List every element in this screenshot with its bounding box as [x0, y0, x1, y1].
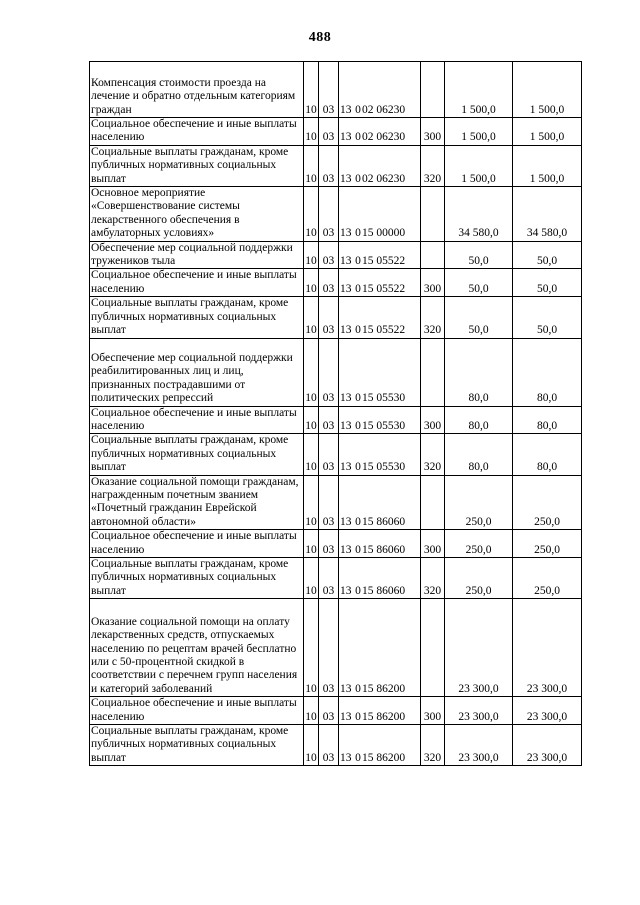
target-direction-code: 02 06230 — [362, 172, 406, 185]
expense-type-code-cell: 300 — [421, 530, 445, 558]
target-direction-code: 15 05530 — [362, 419, 406, 432]
target-subprogram-code: 0 — [355, 227, 361, 240]
expense-type-code-cell: 300 — [421, 118, 445, 146]
expense-type-code-cell: 300 — [421, 697, 445, 725]
amount-year-2-cell: 34 580,0 — [513, 187, 582, 242]
expense-type-code-cell — [421, 475, 445, 530]
expense-type-code-cell — [421, 62, 445, 118]
expense-type-code-cell — [421, 338, 445, 406]
target-direction-code: 15 05522 — [362, 324, 406, 337]
amount-year-1-cell: 23 300,0 — [445, 599, 513, 697]
subsection-code-cell: 03 — [319, 62, 339, 118]
amount-year-2-cell: 1 500,0 — [513, 118, 582, 146]
expense-type-code-cell: 300 — [421, 269, 445, 297]
target-direction-code: 15 05530 — [362, 392, 406, 405]
amount-year-2-cell: 50,0 — [513, 269, 582, 297]
amount-year-2-cell: 50,0 — [513, 241, 582, 269]
table-row — [90, 475, 582, 530]
amount-year-1-cell: 50,0 — [445, 297, 513, 338]
target-program-code: 13 — [340, 584, 352, 597]
target-subprogram-code: 0 — [355, 461, 361, 474]
target-program-code: 13 — [340, 710, 352, 723]
section-code-cell: 10 — [304, 269, 319, 297]
section-code-cell: 10 — [304, 599, 319, 697]
target-direction-code: 15 05530 — [362, 461, 406, 474]
table-row — [90, 599, 582, 697]
section-code-cell: 10 — [304, 338, 319, 406]
expense-name-cell: Социальное обеспечение и иные выплаты населению — [90, 269, 304, 297]
target-article-cell — [339, 434, 421, 475]
subsection-code-cell: 03 — [319, 338, 339, 406]
target-program-code: 13 — [340, 227, 352, 240]
page-number: 488 — [308, 30, 332, 45]
target-program-code: 13 — [340, 751, 352, 764]
target-article-cell — [339, 338, 421, 406]
amount-year-1-cell: 1 500,0 — [445, 62, 513, 118]
amount-year-2-cell: 50,0 — [513, 297, 582, 338]
target-subprogram-code: 0 — [355, 324, 361, 337]
expense-name-cell: Социальные выплаты гражданам, кроме публичных нормативных социальных выплат — [90, 297, 304, 338]
subsection-code-cell: 03 — [319, 118, 339, 146]
target-article-cell — [339, 599, 421, 697]
target-article-cell — [339, 475, 421, 530]
amount-year-1-cell: 80,0 — [445, 434, 513, 475]
amount-year-2-cell: 1 500,0 — [513, 145, 582, 186]
expense-name-cell: Социальные выплаты гражданам, кроме публичных нормативных социальных выплат — [90, 725, 304, 766]
section-code-cell: 10 — [304, 557, 319, 598]
target-direction-code: 15 86060 — [362, 543, 406, 556]
target-subprogram-code: 0 — [355, 515, 361, 528]
expense-type-code-cell: 320 — [421, 434, 445, 475]
subsection-code-cell: 03 — [319, 241, 339, 269]
expense-name-cell: Социальное обеспечение и иные выплаты населению — [90, 118, 304, 146]
expense-type-code-cell: 320 — [421, 557, 445, 598]
target-article-cell — [339, 697, 421, 725]
target-article-cell — [339, 62, 421, 118]
subsection-code-cell: 03 — [319, 269, 339, 297]
expense-name-cell: Социальные выплаты гражданам, кроме публичных нормативных социальных выплат — [90, 145, 304, 186]
table-row — [90, 406, 582, 434]
target-program-code: 13 — [340, 282, 352, 295]
amount-year-2-cell: 23 300,0 — [513, 599, 582, 697]
amount-year-1-cell: 34 580,0 — [445, 187, 513, 242]
target-program-code: 13 — [340, 172, 352, 185]
target-article-cell — [339, 725, 421, 766]
table-row — [90, 557, 582, 598]
target-subprogram-code: 0 — [355, 392, 361, 405]
budget-table — [89, 61, 582, 766]
target-article-cell — [339, 557, 421, 598]
target-article-cell — [339, 530, 421, 558]
amount-year-2-cell: 80,0 — [513, 406, 582, 434]
expense-name-cell: Социальные выплаты гражданам, кроме публичных нормативных социальных выплат — [90, 557, 304, 598]
section-code-cell: 10 — [304, 297, 319, 338]
amount-year-2-cell: 23 300,0 — [513, 697, 582, 725]
target-subprogram-code: 0 — [355, 710, 361, 723]
expense-type-code-cell: 320 — [421, 145, 445, 186]
expense-type-code-cell: 320 — [421, 725, 445, 766]
expense-name-cell: Оказание социальной помощи гражданам, награжденным почетным званием «Почетный гражданин Еврейской автономной области» — [90, 475, 304, 530]
expense-name-cell: Социальные выплаты гражданам, кроме публичных нормативных социальных выплат — [90, 434, 304, 475]
section-code-cell: 10 — [304, 241, 319, 269]
target-direction-code: 02 06230 — [362, 131, 406, 144]
table-row — [90, 697, 582, 725]
section-code-cell: 10 — [304, 725, 319, 766]
target-program-code: 13 — [340, 461, 352, 474]
section-code-cell: 10 — [304, 406, 319, 434]
target-subprogram-code: 0 — [355, 255, 361, 268]
expense-type-code-cell: 320 — [421, 297, 445, 338]
amount-year-1-cell: 1 500,0 — [445, 118, 513, 146]
expense-name-cell: Социальное обеспечение и иные выплаты населению — [90, 406, 304, 434]
target-article-cell — [339, 297, 421, 338]
budget-table-body — [90, 62, 582, 766]
target-direction-code: 15 00000 — [362, 227, 406, 240]
target-article-cell — [339, 118, 421, 146]
target-direction-code: 15 86060 — [362, 515, 406, 528]
subsection-code-cell: 03 — [319, 725, 339, 766]
target-program-code: 13 — [340, 392, 352, 405]
amount-year-2-cell: 250,0 — [513, 475, 582, 530]
amount-year-1-cell: 250,0 — [445, 475, 513, 530]
target-subprogram-code: 0 — [355, 282, 361, 295]
amount-year-1-cell: 1 500,0 — [445, 145, 513, 186]
table-row — [90, 62, 582, 118]
table-row — [90, 269, 582, 297]
target-subprogram-code: 0 — [355, 584, 361, 597]
subsection-code-cell: 03 — [319, 530, 339, 558]
subsection-code-cell: 03 — [319, 557, 339, 598]
target-article-cell — [339, 187, 421, 242]
subsection-code-cell: 03 — [319, 599, 339, 697]
amount-year-2-cell: 80,0 — [513, 338, 582, 406]
target-direction-code: 15 86200 — [362, 682, 406, 695]
target-subprogram-code: 0 — [355, 751, 361, 764]
expense-name-cell: Оказание социальной помощи на оплату лекарственных средств, отпускаемых населению по рецептам врачей бесплатно или с 50-процентной скидкой в соответствии с перечнем групп населения и категорий заболеваний — [90, 599, 304, 697]
table-row — [90, 187, 582, 242]
table-row — [90, 145, 582, 186]
subsection-code-cell: 03 — [319, 187, 339, 242]
amount-year-1-cell: 50,0 — [445, 269, 513, 297]
subsection-code-cell: 03 — [319, 297, 339, 338]
target-program-code: 13 — [340, 255, 352, 268]
target-article-cell — [339, 406, 421, 434]
target-subprogram-code: 0 — [355, 543, 361, 556]
amount-year-1-cell: 250,0 — [445, 530, 513, 558]
target-direction-code: 15 05522 — [362, 255, 406, 268]
target-direction-code: 15 86060 — [362, 584, 406, 597]
amount-year-1-cell: 250,0 — [445, 557, 513, 598]
expense-name-cell: Социальное обеспечение и иные выплаты населению — [90, 697, 304, 725]
amount-year-1-cell: 50,0 — [445, 241, 513, 269]
subsection-code-cell: 03 — [319, 145, 339, 186]
subsection-code-cell: 03 — [319, 406, 339, 434]
amount-year-2-cell: 1 500,0 — [513, 62, 582, 118]
expense-type-code-cell — [421, 187, 445, 242]
amount-year-2-cell: 250,0 — [513, 557, 582, 598]
target-program-code: 13 — [340, 324, 352, 337]
target-program-code: 13 — [340, 682, 352, 695]
target-direction-code: 15 05522 — [362, 282, 406, 295]
subsection-code-cell: 03 — [319, 434, 339, 475]
expense-type-code-cell: 300 — [421, 406, 445, 434]
section-code-cell: 10 — [304, 145, 319, 186]
target-program-code: 13 — [340, 419, 352, 432]
expense-name-cell: Социальное обеспечение и иные выплаты населению — [90, 530, 304, 558]
expense-name-cell: Обеспечение мер социальной поддержки реабилитированных лиц и лиц, признанных пострадавшими от политических репрессий — [90, 338, 304, 406]
section-code-cell: 10 — [304, 697, 319, 725]
target-program-code: 13 — [340, 543, 352, 556]
amount-year-1-cell: 23 300,0 — [445, 697, 513, 725]
target-program-code: 13 — [340, 515, 352, 528]
target-subprogram-code: 0 — [355, 682, 361, 695]
amount-year-1-cell: 80,0 — [445, 338, 513, 406]
amount-year-2-cell: 250,0 — [513, 530, 582, 558]
target-article-cell — [339, 241, 421, 269]
subsection-code-cell: 03 — [319, 475, 339, 530]
amount-year-1-cell: 23 300,0 — [445, 725, 513, 766]
target-article-cell — [339, 269, 421, 297]
target-program-code: 13 — [340, 131, 352, 144]
expense-name-cell: Основное мероприятие «Совершенствование системы лекарственного обеспечения в амбулаторных условиях» — [90, 187, 304, 242]
table-row — [90, 725, 582, 766]
table-row — [90, 530, 582, 558]
target-article-cell — [339, 145, 421, 186]
table-row — [90, 241, 582, 269]
amount-year-1-cell: 80,0 — [445, 406, 513, 434]
section-code-cell: 10 — [304, 530, 319, 558]
target-direction-code: 15 86200 — [362, 710, 406, 723]
expense-name-cell: Обеспечение мер социальной поддержки тружеников тыла — [90, 241, 304, 269]
expense-type-code-cell — [421, 599, 445, 697]
target-direction-code: 02 06230 — [362, 103, 406, 116]
section-code-cell: 10 — [304, 187, 319, 242]
expense-type-code-cell — [421, 241, 445, 269]
section-code-cell: 10 — [304, 118, 319, 146]
target-subprogram-code: 0 — [355, 103, 361, 116]
target-subprogram-code: 0 — [355, 419, 361, 432]
target-direction-code: 15 86200 — [362, 751, 406, 764]
target-subprogram-code: 0 — [355, 172, 361, 185]
target-program-code: 13 — [340, 103, 352, 116]
subsection-code-cell: 03 — [319, 697, 339, 725]
target-subprogram-code: 0 — [355, 131, 361, 144]
expense-name-cell: Компенсация стоимости проезда на лечение и обратно отдельным категориям граждан — [90, 62, 304, 118]
table-row — [90, 338, 582, 406]
section-code-cell: 10 — [304, 475, 319, 530]
table-row — [90, 297, 582, 338]
amount-year-2-cell: 23 300,0 — [513, 725, 582, 766]
table-row — [90, 118, 582, 146]
section-code-cell: 10 — [304, 434, 319, 475]
section-code-cell: 10 — [304, 62, 319, 118]
table-row — [90, 434, 582, 475]
amount-year-2-cell: 80,0 — [513, 434, 582, 475]
